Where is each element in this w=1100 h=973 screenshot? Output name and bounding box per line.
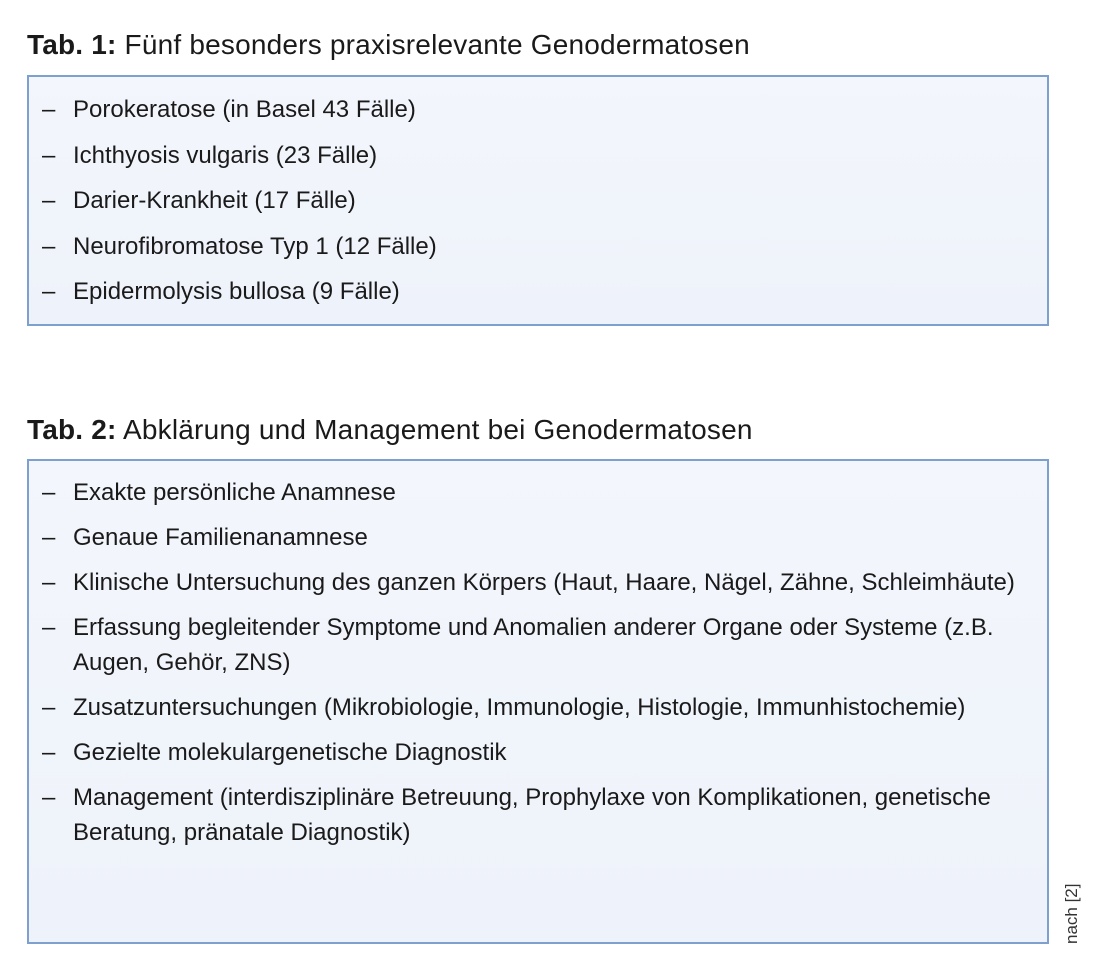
list-item — [29, 610, 1047, 680]
table1-box — [27, 75, 1049, 326]
list-item — [29, 520, 1047, 555]
list-item-text: Epidermolysis bullosa (9 Fälle) — [73, 278, 400, 305]
table2-list — [29, 461, 1047, 850]
table1-label: Tab. 1: — [27, 29, 117, 60]
list-item-text: Genaue Familienanamnese — [73, 524, 368, 551]
table2-label: Tab. 2: — [27, 414, 117, 445]
table1-list — [29, 77, 1047, 309]
list-item-text: Porokeratose (in Basel 43 Fälle) — [73, 96, 416, 123]
list-item-text: Neurofibromatose Typ 1 (12 Fälle) — [73, 232, 437, 260]
bullet-dash: – — [42, 187, 56, 214]
list-item — [29, 735, 1047, 770]
list-item — [29, 183, 1047, 218]
bullet-dash: – — [42, 739, 56, 766]
bullet-dash: – — [42, 694, 56, 721]
bullet-dash: – — [42, 614, 56, 641]
list-item-text: Ichthyosis vulgaris (23 Fälle) — [73, 141, 378, 169]
bullet-dash: – — [42, 278, 56, 305]
table1-title — [27, 28, 750, 62]
bullet-dash: – — [42, 569, 56, 596]
list-item-text: Klinische Untersuchung des ganzen Körpers (Haut, Haare, Nägel, Zähne, Schleimhäute) — [73, 569, 1015, 596]
list-item — [29, 274, 1047, 309]
list-item-text: Erfassung begleitender Symptome und Anomalien anderer Organe oder Systeme (z.B. Augen, Gehör, ZNS) — [73, 614, 994, 676]
list-item-text: Management (interdisziplinäre Betreuung, Prophylaxe von Komplikationen, genetische Beratung, pränatale Diagnostik) — [73, 784, 991, 846]
bullet-dash: – — [42, 524, 56, 551]
list-item — [29, 229, 1047, 264]
bullet-dash: – — [42, 479, 56, 506]
list-item-text: Zusatzuntersuchungen (Mikrobiologie, Immunologie, Histologie, Immunhistochemie) — [73, 694, 966, 721]
table2-title-text: Abklärung und Management bei Genodermatosen — [123, 414, 753, 445]
table2-box — [27, 459, 1049, 944]
list-item-text: Darier-Krankheit (17 Fälle) — [73, 187, 356, 214]
list-item — [29, 138, 1047, 173]
list-item — [29, 92, 1047, 127]
bullet-dash: – — [42, 141, 56, 169]
list-item-text: Gezielte molekulargenetische Diagnostik — [73, 739, 507, 766]
bullet-dash: – — [42, 784, 56, 811]
table1-title-text: Fünf besonders praxisrelevante Genodermatosen — [124, 29, 750, 60]
table2-title — [27, 413, 753, 447]
bullet-dash: – — [42, 96, 56, 123]
list-item — [29, 780, 1047, 850]
source-note: nach [2] — [1062, 883, 1081, 944]
list-item — [29, 475, 1047, 510]
list-item — [29, 565, 1047, 600]
list-item — [29, 690, 1047, 725]
list-item-text: Exakte persönliche Anamnese — [73, 479, 396, 506]
bullet-dash: – — [42, 232, 56, 260]
